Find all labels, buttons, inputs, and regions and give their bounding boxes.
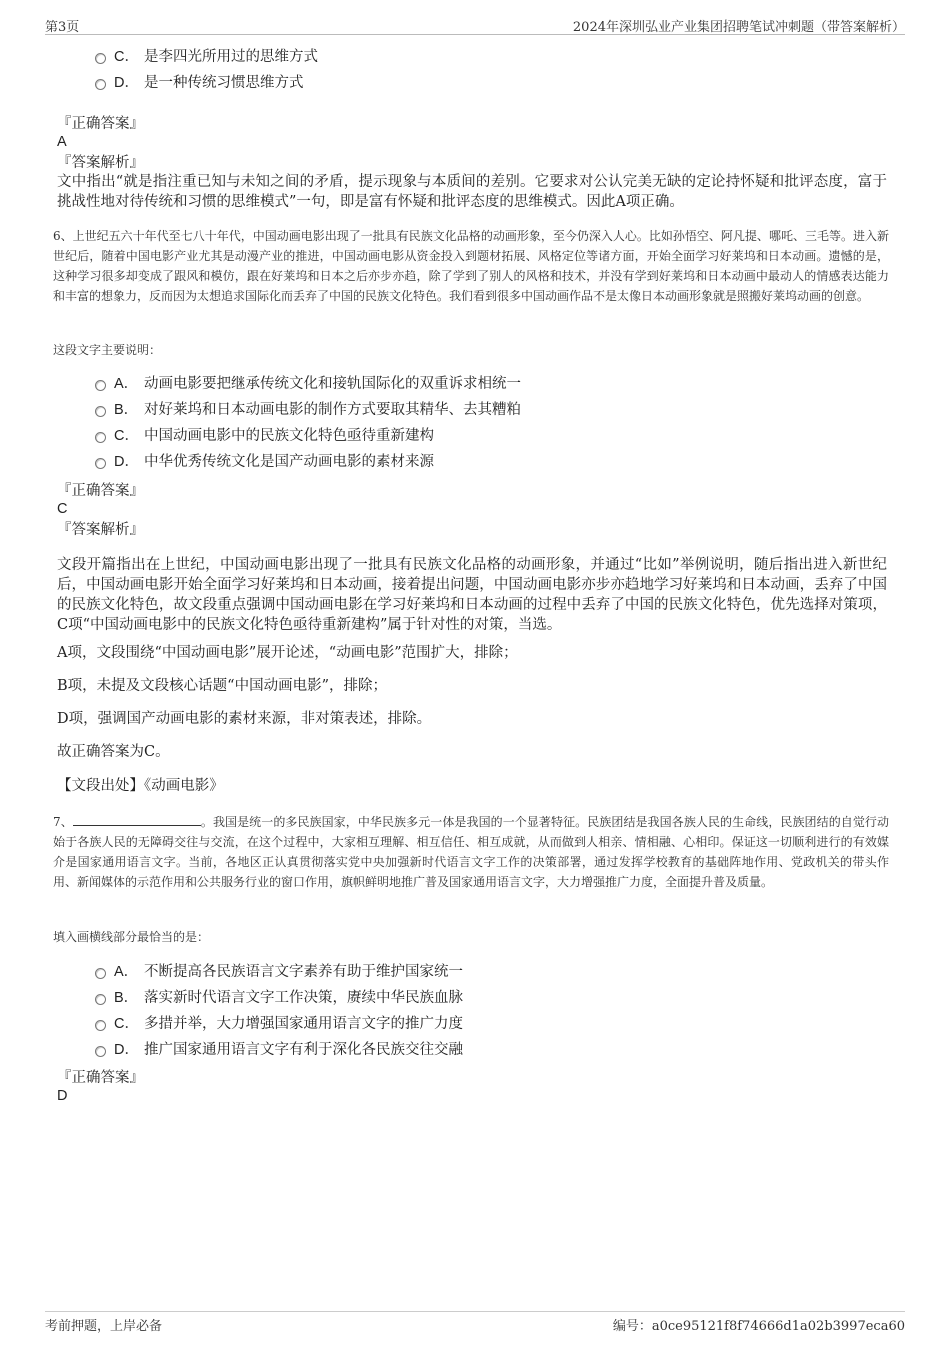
q7-answer: D	[57, 1088, 68, 1104]
q6-option-c[interactable]: C． 中国动画电影中的民族文化特色亟待重新建构	[95, 425, 434, 447]
radio-icon[interactable]	[95, 406, 106, 417]
q6-answer-label: 『正确答案』	[57, 483, 144, 499]
q5-answer-label: 『正确答案』	[57, 116, 144, 132]
q7-prompt: 填入画横线部分最恰当的是：	[53, 930, 210, 944]
q6-analysis-point-d: D项，强调国产动画电影的素材来源，非对策表述，排除。	[57, 711, 432, 727]
fill-in-blank[interactable]	[73, 813, 201, 826]
page-number: 第3页	[45, 20, 80, 35]
radio-icon[interactable]	[95, 432, 106, 443]
q6-answer: C	[57, 501, 68, 517]
q7-option-c[interactable]: C． 多措并举，大力增强国家通用语言文字的推广力度	[95, 1013, 463, 1035]
q6-conclusion: 故正确答案为C。	[57, 744, 170, 760]
q6-question-text: 6、上世纪五六十年代至七八十年代，中国动画电影出现了一批具有民族文化品格的动画形象，至今仍深入人心。比如孙悟空、阿凡提、哪吒、三毛等。进入新世纪后，随着中国电影产业尤其是动漫产业的推进，中国动画电影从资金投入到题材拓展、风格定位等诸方面，开始全面学习好莱坞和日本动画。遗憾的是，这种学习很多却变成了跟风和模仿，跟在好莱坞和日本之后亦步亦趋，除了学到了别人的风格和技术，并没有学到好莱坞和日本动画中最动人的情感表达能力和丰富的想象力，反而因为太想追求国际化而丢弃了中国的民族文化特色。我们看到很多中国动画作品不是太像日本动画形象就是照搬好莱坞动画的创意。	[53, 229, 889, 303]
radio-icon[interactable]	[95, 968, 106, 979]
radio-icon[interactable]	[95, 1046, 106, 1057]
radio-icon[interactable]	[95, 380, 106, 391]
q6-analysis-point-a: A项，文段围绕“中国动画电影”展开论述，“动画电影”范围扩大，排除；	[57, 645, 518, 661]
q5-analysis-label: 『答案解析』	[57, 155, 144, 171]
q7-answer-label: 『正确答案』	[57, 1070, 144, 1086]
q5-option-d[interactable]: D． 是一种传统习惯思维方式	[95, 72, 304, 94]
q6-analysis-label: 『答案解析』	[57, 522, 144, 538]
q7-question-text: 7、 。我国是统一的多民族国家，中华民族多元一体是我国的一个显著特征。民族团结是我国各族人民的生命线，民族团结的自觉行动始于各族人民的无障碍交往与交流，在这个过程中，大家相互理解、相互信任、相互成就，从而做到人相亲、情相融、心相印。保证这一切顺利进行的有效媒介是国家通用语言文字。当前，各地区正认真贯彻落实党中央加强新时代语言文字工作的决策部署，通过发挥学校教育的基础阵地作用、党政机关的带头作用、新闻媒体的示范作用和公共服务行业的窗口作用，旗帜鲜明地推广普及国家通用语言文字，大力增强推广力度，全面提升普及质量。	[53, 815, 889, 889]
page-footer	[45, 1311, 905, 1332]
q6-analysis-point-b: B项，未提及文段核心话题“中国动画电影”，排除；	[57, 678, 387, 694]
q5-answer: A	[57, 134, 67, 150]
footer-slogan: 考前押题，上岸必备	[45, 1319, 163, 1334]
q7-option-a[interactable]: A． 不断提高各民族语言文字素养有助于维护国家统一	[95, 961, 463, 983]
q7-option-d[interactable]: D． 推广国家通用语言文字有利于深化各民族交往交融	[95, 1039, 463, 1061]
q6-analysis: 文段开篇指出在上世纪，中国动画电影出现了一批具有民族文化品格的动画形象，并通过“比如”举例说明，随后指出进入新世纪后，中国动画电影开始全面学习好莱坞和日本动画，接着提出问题，中国动画电影亦步亦趋地学习好莱坞和日本动画，丢弃了中国的民族文化特色，故文段重点强调中国动画电影在学习好莱坞和日本动画的过程中丢弃了中国的民族文化特色，优先选择对策项，C项“中国动画电影中的民族文化特色亟待重新建构”属于针对性的对策，当选。	[57, 557, 887, 633]
radio-icon[interactable]	[95, 1020, 106, 1031]
q5-analysis: 文中指出“就是指注重已知与未知之间的矛盾，提示现象与本质间的差别。它要求对公认完美无缺的定论持怀疑和批评态度，富于挑战性地对待传统和习惯的思维模式”一句，即是富有怀疑和批评态度的思维模式。因此A项正确。	[57, 174, 887, 210]
q6-source: 【文段出处】《动画电影》	[57, 778, 224, 794]
radio-icon[interactable]	[95, 79, 106, 90]
page-header	[45, 14, 905, 35]
q6-option-a[interactable]: A． 动画电影要把继承传统文化和接轨国际化的双重诉求相统一	[95, 373, 521, 395]
q6-prompt: 这段文字主要说明：	[53, 343, 162, 357]
document-title: 2024年深圳弘业产业集团招聘笔试冲刺题（带答案解析）	[572, 20, 905, 35]
q6-option-d[interactable]: D． 中华优秀传统文化是国产动画电影的素材来源	[95, 451, 434, 473]
radio-icon[interactable]	[95, 994, 106, 1005]
q5-option-c[interactable]: C． 是李四光所用过的思维方式	[95, 46, 318, 68]
radio-icon[interactable]	[95, 458, 106, 469]
q7-option-b[interactable]: B． 落实新时代语言文字工作决策，赓续中华民族血脉	[95, 987, 463, 1009]
document-code: 编号：a0ce95121f8f74666d1a02b3997eca60	[612, 1319, 905, 1334]
radio-icon[interactable]	[95, 53, 106, 64]
q6-option-b[interactable]: B． 对好莱坞和日本动画电影的制作方式要取其精华、去其糟粕	[95, 399, 521, 421]
